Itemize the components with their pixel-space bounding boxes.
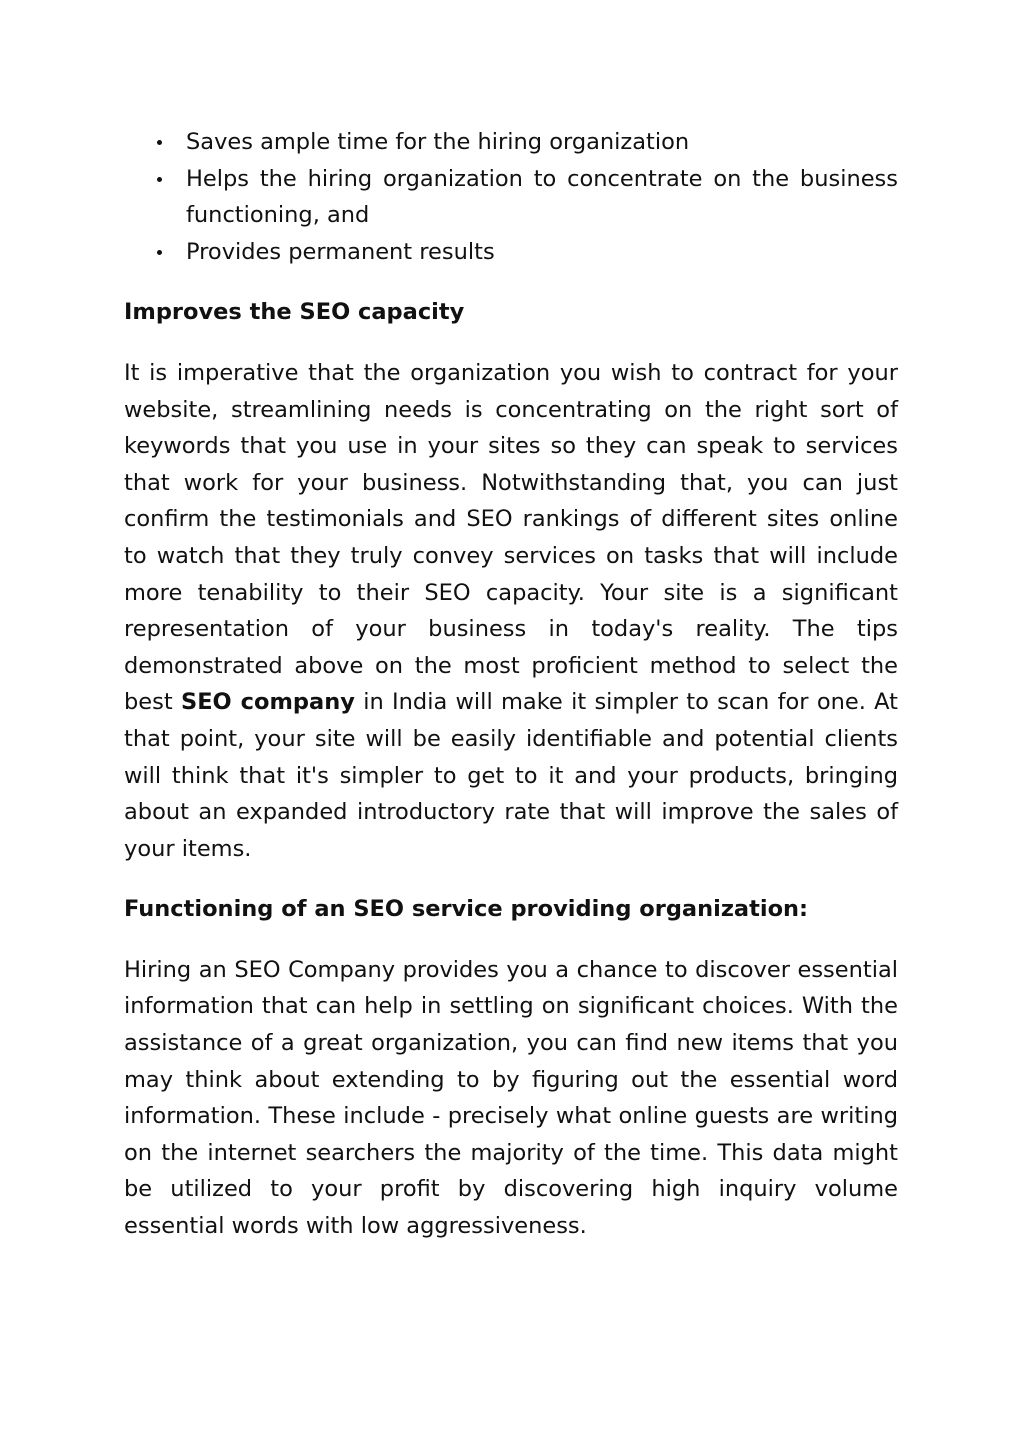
section-heading-functioning: Functioning of an SEO service providing organization: [124,896,809,923]
paragraph-text: It is imperative that the organization you wish to contract for your website, streamlining needs is concentrating on the right sort of keywords that you use in your sites so they can speak to services that work for your business. Notwithstanding that, you can just confirm the testimonials and SEO rankings of different sites online to watch that they truly convey services on tasks that will include more tenability to their SEO capacity. Your site is a significant representation of your business in today's reality. The tips demonstrated above on the most proficient method to select the best [124,359,898,716]
list-item-text: Saves ample time for the hiring organization [186,129,690,155]
bullet-icon [157,140,162,145]
list-item-text: Helps the hiring organization to concentrate on the business functioning, and [186,165,898,229]
section-paragraph-seo-capacity [124,355,898,867]
section-heading-seo-capacity: Improves the SEO capacity [124,299,465,326]
list-item-text: Provides permanent results [186,238,495,265]
bullet-icon [157,250,162,255]
section-paragraph-functioning: Hiring an SEO Company provides you a chance to discover essential information that can help in settling on significant choices. With the assistance of a great organization, you can find new items that you may think about extending to by figuring out the essential word information. These include - precisely what online guests are writing on the internet searchers the majority of the time. This data might be utilized to your profit by discovering high inquiry volume essential words with low aggressiveness. [124,956,898,1240]
list-item [124,234,898,271]
bold-phrase-seo-company: SEO company [180,689,355,716]
list-item [124,161,898,234]
bullet-icon [157,177,162,182]
benefits-list [124,124,898,270]
document-page [124,124,898,1269]
paragraph-text: in India will make it simpler to scan for one. At that point, your site will be easily identifiable and potential clients will think that it's simpler to get to it and your products, bringing about an expanded introductory rate that will improve the sales of your items. [124,689,899,862]
list-item [124,124,898,161]
